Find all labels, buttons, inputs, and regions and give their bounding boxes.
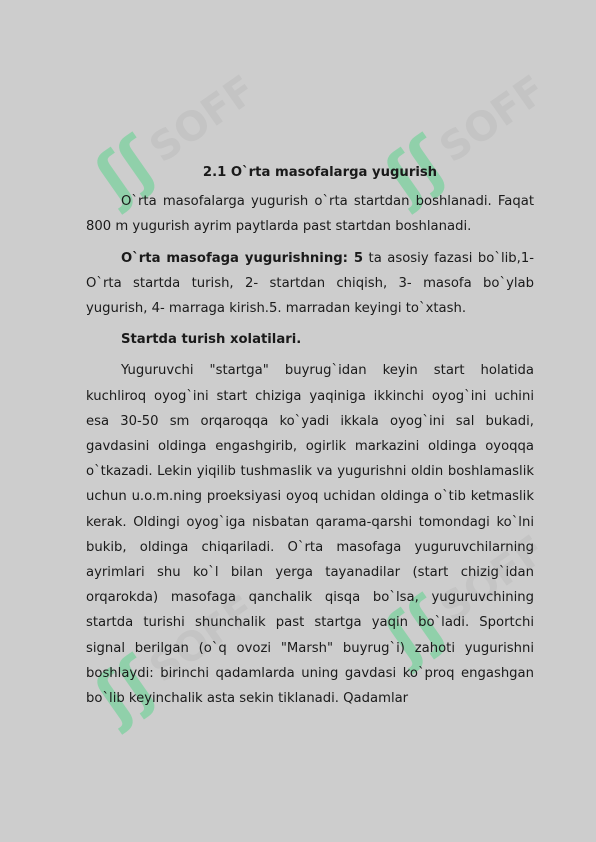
svg-text:SOFF: SOFF bbox=[431, 526, 555, 632]
section-title: 2.1 O`rta masofalarga yugurish bbox=[202, 165, 438, 180]
svg-text:SOFF: SOFF bbox=[141, 586, 265, 692]
svg-text:ʃʃ: ʃʃ bbox=[372, 124, 459, 216]
paragraph-phases bbox=[86, 246, 534, 322]
svg-text:ʃʃ: ʃʃ bbox=[82, 644, 169, 736]
svg-text:ʃʃ: ʃʃ bbox=[372, 584, 459, 676]
paragraph-start-position: Yuguruvchi "startga" buyrug`idan keyin start holatida kuchliroq oyog`ini start chiziga yaqiniga ikkinchi oyog`ini uchini esa 30-50 sm orqaroqqa ko`yadi ikkala oyog`ini sal bukadi, gavdasini oldinga engashgirib, ogirlik markazini oldinga oyoqqa o`tkazadi. Lekin yiqilib tushmaslik va yugurishni oldin boshlamaslik uchun u.o.m.ning proeksiyasi oyoq uchidan oldinga o`tib ketmaslik kerak. Oldingi oyog`iga nisbatan qarama-qarshi tomondagi ko`lni bukib, oldinga chiqariladi. O`rta masofaga yuguruvchilarning ayrimlari shu ko`l bilan yerga tayanadilar (start chizig`idan orqarokda) masofaga qanchalik qisqa bo`lsa, yuguruvchining startda turishi shunchalik past startga yaqin bo`ladi. Sportchi signal berilgan (o`q ovozi "Marsh" buyrug`i) zahoti yugurishni boshlaydi: birinchi qadamlarda uning gavdasi ko`proq engashgan bo`lib keyinchalik asta sekin tiklanadi. Qadamlar bbox=[86, 363, 534, 707]
subheading: Startda turish xolatilari. bbox=[121, 332, 302, 348]
document-body bbox=[86, 160, 534, 717]
svg-text:SOFF: SOFF bbox=[141, 66, 265, 172]
svg-text:ʃʃ: ʃʃ bbox=[82, 124, 169, 216]
phases-text: ta asosiy fazasi bo`lib,1- O`rta startda turish, 2- startdan chiqish, 3- masofa bo`ylab yugurish, 4- marraga kirish.5. marradan keyingi to`xtash. bbox=[86, 250, 534, 317]
svg-text:SOFF: SOFF bbox=[431, 66, 555, 172]
phases-bold-lead: O`rta masofaga yugurishning: 5 bbox=[121, 250, 364, 266]
paragraph-intro: O`rta masofalarga yugurish o`rta startdan boshlanadi. Faqat 800 m yugurish ayrim paytlarda past startdan boshlanadi. bbox=[86, 194, 534, 235]
